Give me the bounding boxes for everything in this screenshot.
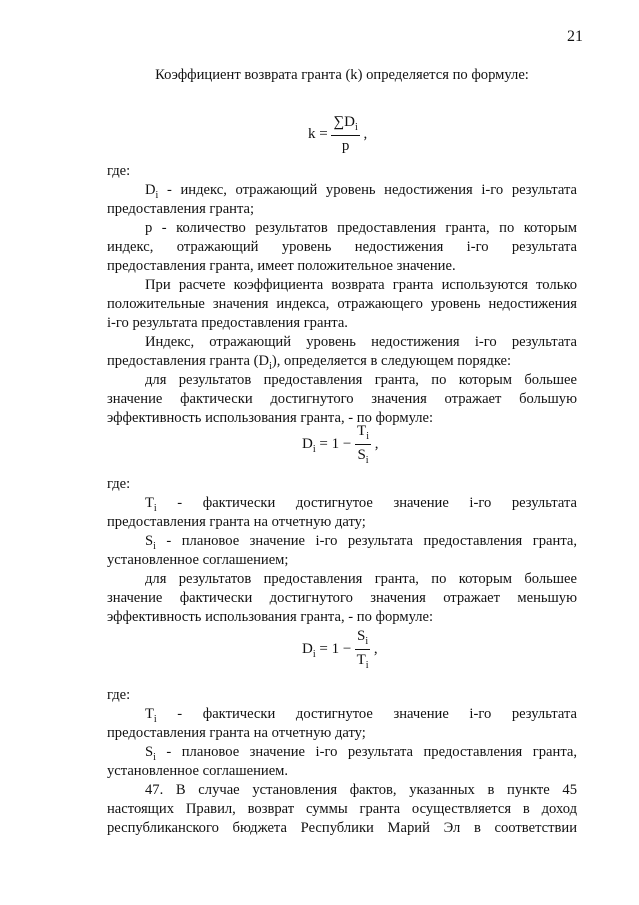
p47-line3: республиканского бюджета Республики Марий Эл в соответствии (107, 820, 577, 836)
case2-line1: для результатов предоставления гранта, по которым большее (145, 571, 577, 587)
where-label-1: где: (107, 163, 131, 179)
case2-line2: значение фактически достигнутого значения отражает меньшую (107, 590, 577, 606)
case1-line1: для результатов предоставления гранта, по которым большее (145, 372, 577, 388)
calc-line3: i-го результата предоставления гранта. (107, 315, 348, 331)
p47-line1: 47. В случае установления фактов, указанных в пункте 45 (145, 782, 577, 798)
def-t-line1: $T_i$ - фактически достигнутое значение i-го результата (145, 495, 577, 514)
def-t2-line2: предоставления гранта на отчетную дату; (107, 725, 366, 741)
calc-line1: При расчете коэффициента возврата гранта используются только (145, 277, 577, 293)
def-s-line2: установленное соглашением; (107, 552, 289, 568)
def-p-line2: индекс, отражающий уровень недостижения i-го результата (107, 239, 577, 255)
formula-k: k = $\frac{\sum D_i}{p}$ , (308, 114, 368, 154)
def-d-line2: предоставления гранта; (107, 201, 255, 217)
def-s-line1: $S_i$ - плановое значение i-го результата предоставления гранта, (145, 533, 577, 552)
def-s2-line2: установленное соглашением. (107, 763, 289, 779)
formula-d1: $D_i = 1$ − $\frac{T_i}{S_i}$ , (302, 423, 379, 466)
case2-line3: эффективность использования гранта, - по формуле: (107, 609, 434, 625)
formula-d2: $D_i = 1$ − $\frac{S_i}{T_i}$ , (302, 628, 378, 671)
index-line1: Индекс, отражающий уровень недостижения i-го результата (145, 334, 577, 350)
page-number: 21 (567, 28, 583, 45)
where-label-3: где: (107, 687, 131, 703)
intro-text: Коэффициент возврата гранта (k) определяется по формуле: (155, 67, 529, 83)
def-p-line3: предоставления гранта, имеет положительное значение. (107, 258, 456, 274)
def-p-line1: p - количество результатов предоставления гранта, по которым (145, 220, 577, 236)
def-d-line1: $D_i$ - индекс, отражающий уровень недостижения i-го результата (145, 182, 577, 201)
p47-line2: настоящих Правил, возврат суммы гранта осуществляется в доход (107, 801, 577, 817)
def-t2-line1: $T_i$ - фактически достигнутое значение i-го результата (145, 706, 577, 725)
case1-line3: эффективность использования гранта, - по формуле: (107, 410, 434, 426)
def-s2-line1: $S_i$ - плановое значение i-го результата предоставления гранта, (145, 744, 577, 763)
where-label-2: где: (107, 476, 131, 492)
index-line2: предоставления гранта $(D_i)$, определяется в следующем порядке: (107, 353, 512, 372)
calc-line2: положительные значения индекса, отражающего уровень недостижения (107, 296, 577, 312)
case1-line2: значение фактически достигнутого значения отражает большую (107, 391, 577, 407)
def-t-line2: предоставления гранта на отчетную дату; (107, 514, 366, 530)
